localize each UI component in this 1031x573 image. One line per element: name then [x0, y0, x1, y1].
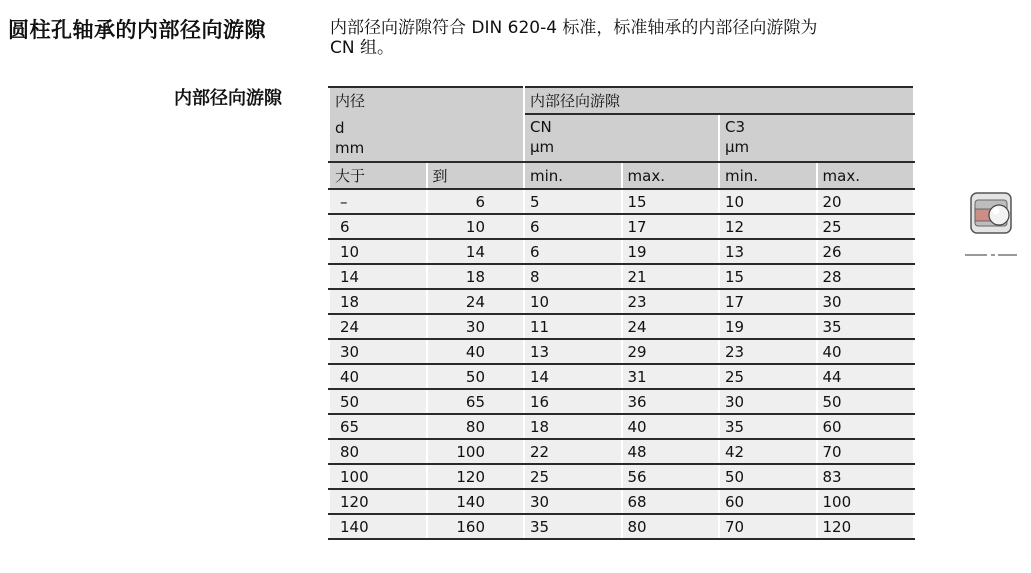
cell-c3-min: 13	[719, 239, 817, 264]
cell-bore-over: 140	[329, 514, 427, 539]
cell-c3-max: 120	[817, 514, 915, 539]
bore-diameter-header	[329, 87, 524, 162]
cell-c3-min: 60	[719, 489, 817, 514]
clearance-table	[328, 86, 915, 540]
intro-line-2: CN 组。	[330, 38, 394, 58]
cell-bore-to: 6	[427, 189, 525, 214]
cell-cn-min: 22	[524, 439, 622, 464]
cell-c3-max: 83	[817, 464, 915, 489]
table-row	[329, 389, 914, 414]
cell-cn-min: 13	[524, 339, 622, 364]
cell-c3-min: 25	[719, 364, 817, 389]
cell-cn-min: 11	[524, 314, 622, 339]
cell-cn-max: 48	[622, 439, 720, 464]
cell-cn-min: 25	[524, 464, 622, 489]
cell-bore-to: 65	[427, 389, 525, 414]
cell-c3-min: 30	[719, 389, 817, 414]
cell-c3-min: 15	[719, 264, 817, 289]
cell-cn-max: 40	[622, 414, 720, 439]
section-label: 内部径向游隙	[174, 88, 282, 109]
table-row	[329, 414, 914, 439]
cell-c3-max: 20	[817, 189, 915, 214]
group-c3-unit: μm	[725, 138, 750, 156]
cell-c3-min: 42	[719, 439, 817, 464]
clearance-table-container	[328, 86, 913, 540]
bore-unit: mm	[335, 139, 365, 157]
cell-bore-to: 18	[427, 264, 525, 289]
subheader-c3-min: min.	[719, 162, 817, 189]
table-row	[329, 339, 914, 364]
cell-bore-over: 6	[329, 214, 427, 239]
cell-cn-max: 36	[622, 389, 720, 414]
cell-cn-max: 24	[622, 314, 720, 339]
cell-bore-over: 18	[329, 289, 427, 314]
cell-bore-over: 10	[329, 239, 427, 264]
cell-cn-min: 6	[524, 214, 622, 239]
cell-bore-over: –	[329, 189, 427, 214]
cell-cn-max: 56	[622, 464, 720, 489]
cell-bore-to: 80	[427, 414, 525, 439]
cell-bore-to: 24	[427, 289, 525, 314]
cell-c3-max: 35	[817, 314, 915, 339]
self-aligning-ball-bearing-icon	[965, 190, 1017, 258]
cell-cn-max: 29	[622, 339, 720, 364]
table-row	[329, 514, 914, 539]
cell-c3-max: 30	[817, 289, 915, 314]
table-row	[329, 289, 914, 314]
cell-cn-min: 16	[524, 389, 622, 414]
cell-c3-max: 60	[817, 414, 915, 439]
cell-c3-min: 70	[719, 514, 817, 539]
cell-cn-max: 80	[622, 514, 720, 539]
cell-cn-min: 6	[524, 239, 622, 264]
cell-cn-min: 10	[524, 289, 622, 314]
cell-cn-min: 14	[524, 364, 622, 389]
cell-cn-min: 5	[524, 189, 622, 214]
cell-bore-over: 100	[329, 464, 427, 489]
cell-bore-to: 30	[427, 314, 525, 339]
cell-cn-min: 18	[524, 414, 622, 439]
cell-bore-to: 160	[427, 514, 525, 539]
cell-bore-to: 100	[427, 439, 525, 464]
cell-bore-to: 50	[427, 364, 525, 389]
cell-cn-max: 17	[622, 214, 720, 239]
table-row	[329, 464, 914, 489]
cell-c3-max: 44	[817, 364, 915, 389]
cell-bore-over: 40	[329, 364, 427, 389]
cell-c3-max: 26	[817, 239, 915, 264]
page-title: 圆柱孔轴承的内部径向游隙	[8, 18, 266, 42]
cell-bore-over: 50	[329, 389, 427, 414]
cell-bore-to: 14	[427, 239, 525, 264]
bore-header-label: 内径	[335, 92, 366, 110]
cell-cn-max: 23	[622, 289, 720, 314]
cell-bore-to: 40	[427, 339, 525, 364]
cell-c3-max: 28	[817, 264, 915, 289]
cell-cn-max: 21	[622, 264, 720, 289]
subheader-to: 到	[427, 162, 525, 189]
cell-cn-max: 68	[622, 489, 720, 514]
cell-c3-min: 12	[719, 214, 817, 239]
table-row	[329, 264, 914, 289]
cell-c3-max: 100	[817, 489, 915, 514]
subheader-cn-min: min.	[524, 162, 622, 189]
cell-bore-over: 14	[329, 264, 427, 289]
cell-bore-over: 120	[329, 489, 427, 514]
table-row	[329, 314, 914, 339]
cell-bore-over: 80	[329, 439, 427, 464]
cell-c3-min: 10	[719, 189, 817, 214]
cell-c3-min: 35	[719, 414, 817, 439]
table-row	[329, 439, 914, 464]
group-cn-name: CN	[530, 118, 552, 136]
subheader-c3-max: max.	[817, 162, 915, 189]
intro-line-1: 内部径向游隙符合 DIN 620-4 标准，标准轴承的内部径向游隙为	[330, 18, 818, 38]
cell-cn-min: 35	[524, 514, 622, 539]
cell-bore-to: 140	[427, 489, 525, 514]
cell-c3-min: 17	[719, 289, 817, 314]
cell-bore-over: 65	[329, 414, 427, 439]
table-row	[329, 189, 914, 214]
group-c3-name: C3	[725, 118, 746, 136]
group-cn-header	[524, 114, 719, 162]
subheader-cn-max: max.	[622, 162, 720, 189]
cell-c3-min: 19	[719, 314, 817, 339]
table-row	[329, 239, 914, 264]
cell-c3-min: 50	[719, 464, 817, 489]
cell-cn-min: 30	[524, 489, 622, 514]
cell-cn-max: 19	[622, 239, 720, 264]
cell-c3-max: 40	[817, 339, 915, 364]
cell-c3-max: 50	[817, 389, 915, 414]
cell-cn-min: 8	[524, 264, 622, 289]
cell-cn-max: 15	[622, 189, 720, 214]
subheader-over: 大于	[329, 162, 427, 189]
cell-c3-max: 25	[817, 214, 915, 239]
cell-c3-min: 23	[719, 339, 817, 364]
clearance-header: 内部径向游隙	[524, 87, 914, 114]
cell-c3-max: 70	[817, 439, 915, 464]
group-cn-unit: μm	[530, 138, 555, 156]
intro-paragraph	[330, 18, 920, 58]
table-row	[329, 364, 914, 389]
group-c3-header	[719, 114, 914, 162]
cell-cn-max: 31	[622, 364, 720, 389]
cell-bore-to: 120	[427, 464, 525, 489]
table-row	[329, 214, 914, 239]
table-row	[329, 489, 914, 514]
bore-symbol: d	[335, 119, 345, 137]
cell-bore-over: 24	[329, 314, 427, 339]
table-body	[329, 189, 914, 539]
cell-bore-over: 30	[329, 339, 427, 364]
cell-bore-to: 10	[427, 214, 525, 239]
